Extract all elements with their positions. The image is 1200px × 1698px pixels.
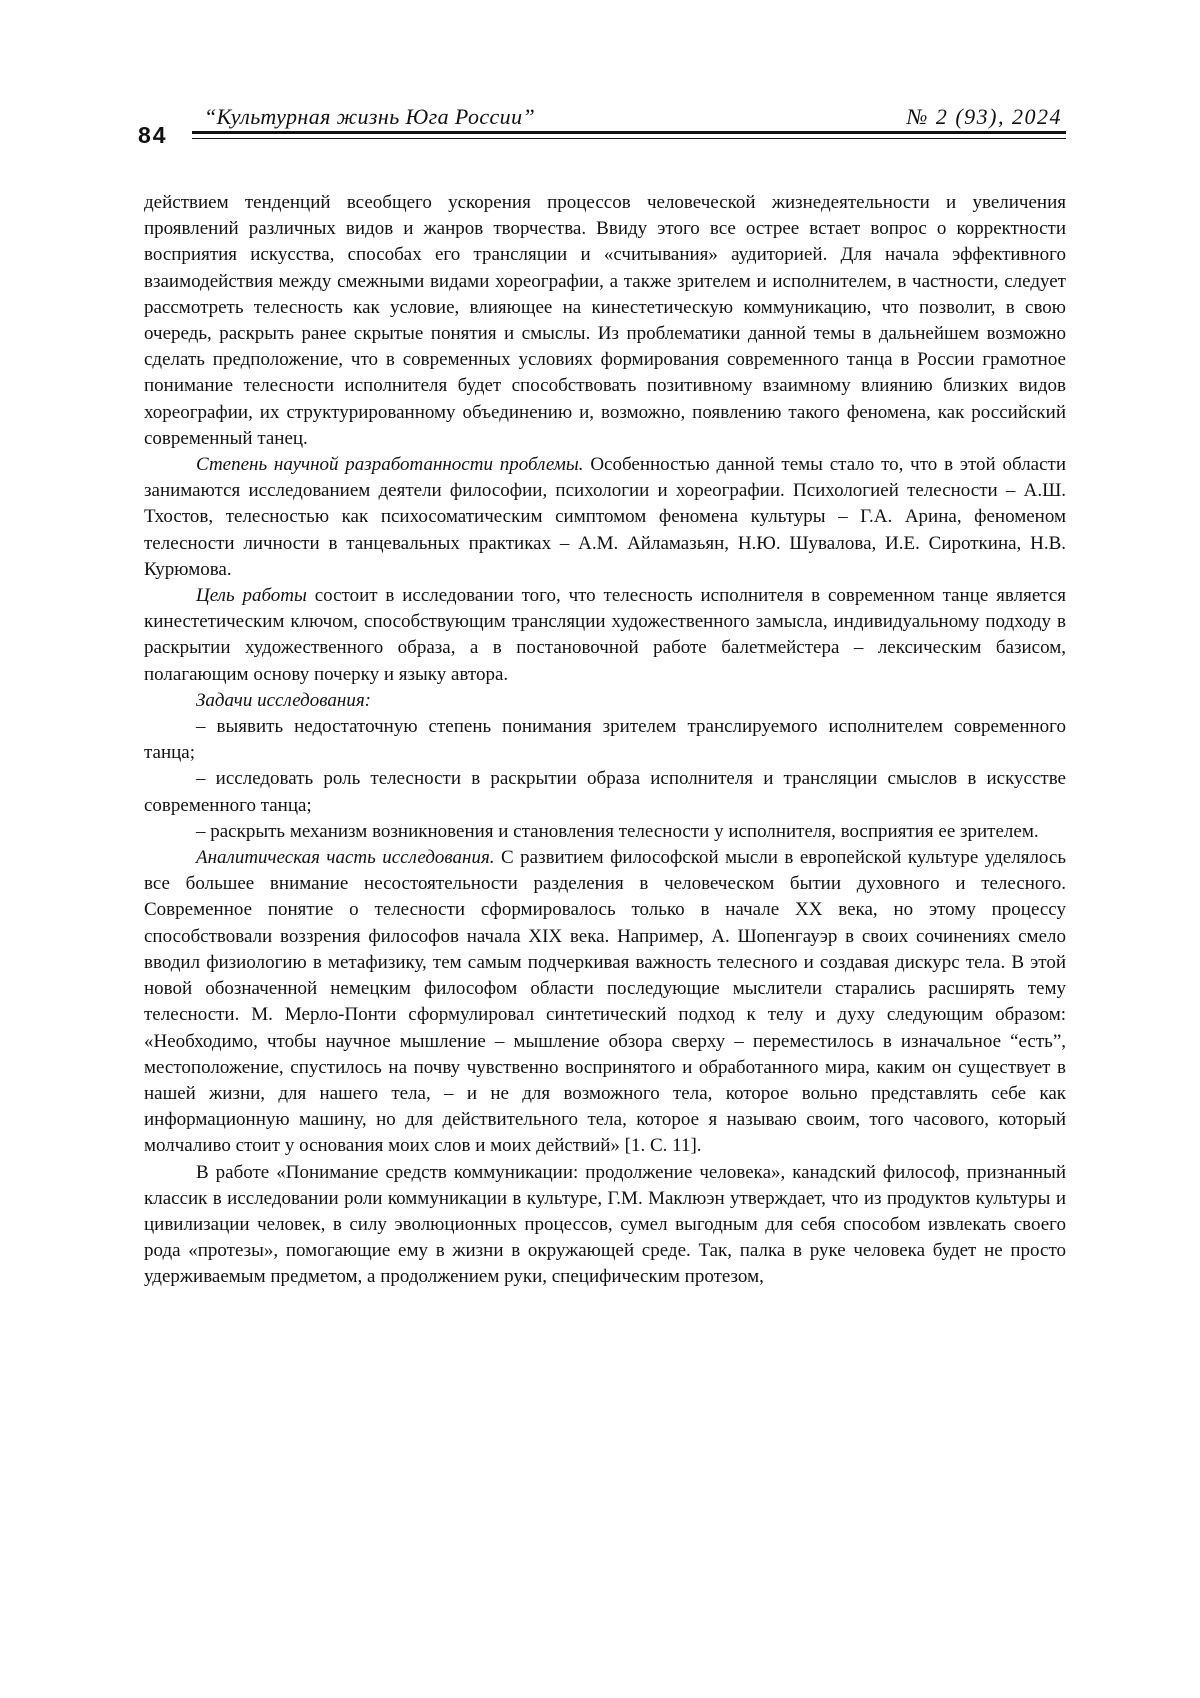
task-item-3: – раскрыть механизм возникновения и становления телесности у исполнителя, восприятия ее зрителем.	[144, 819, 1066, 845]
goal-body: состоит в исследовании того, что телесность исполнителя в современном танце является кинестетическим ключом, способствующим трансляции художественного замысла, индивидуальному подходу в раскрытии художественного образа, а в постановочной работе балетмейстера – лексическим базисом, полагающим основу почерку и языку автора.	[144, 585, 1066, 685]
paragraph-mcluhan: В работе «Понимание средств коммуникации: продолжение человека», канадский философ, признанный классик в исследовании роли коммуникации в культуре, Г.М. Маклюэн утверждает, что из продуктов культуры и цивилизации человек, в силу эволюционных процессов, сумел выгодным для себя способом извлекать своего рода «протезы», помогающие ему в жизни в окружающей среде. Так, палка в руке человека будет не просто удерживаемым предметом, а продолжением руки, специфическим протезом,	[144, 1160, 1066, 1291]
paragraph-goal	[144, 583, 1066, 688]
running-header	[138, 98, 1066, 148]
article-body	[144, 190, 1066, 1291]
paragraph-analysis	[144, 845, 1066, 1159]
issue-number: № 2 (93), 2024	[907, 104, 1062, 130]
analysis-body: С развитием философской мысли в европейской культуре уделялось все большее внимание несостоятельности разделения в человеческом бытии духовного и телесного. Современное понятие о телесности сформировалось только в начале XX века, но этому процессу способствовали воззрения философов начала XIX века. Например, А. Шопенгауэр в своих сочинениях смело вводил физиологию в метафизику, тем самым подчеркивая важность телесного и создавая дискурс тела. В этой новой обозначенной немецким философом области последующие мыслители старались расширять тему телесности. М. Мерло-Понти сформулировал синтетический подход к телу и духу следующим образом: «Необходимо, чтобы научное мышление – мышление обзора сверху – переместилось в изначальное “есть”, местоположение, спустилось на почву чувственно воспринятого и обработанного мира, каким он существует в нашей жизни, для нашего тела, – и не для возможного тела, которое вольно представлять себе как информационную машину, но для действительного тела, которое я называю своим, того часового, который молчаливо стоит у основания моих слов и моих действий» [1. С. 11].	[144, 847, 1066, 1156]
header-rule-thick	[192, 131, 1066, 134]
tasks-heading: Задачи исследования:	[144, 688, 1066, 714]
paragraph-intro: действием тенденций всеобщего ускорения процессов человеческой жизнедеятельности и увеличения проявлений различных видов и жанров творчества. Ввиду этого все острее встает вопрос о корректности восприятия искусства, способах его трансляции и «считывания» аудиторией. Для начала эффективного взаимодействия между смежными видами хореографии, а также зрителем и исполнителем, в частности, следует рассмотреть телесность как условие, влияющее на кинестетическую коммуникацию, что позволит, в свою очередь, раскрыть ранее скрытые понятия и смыслы. Из проблематики данной темы в дальнейшем возможно сделать предположение, что в современных условиях формирования современного танца в России грамотное понимание телесности исполнителя будет способствовать позитивному взаимному влиянию близких видов хореографии, их структурированному объединению и, возможно, появлению такого феномена, как российский современный танец.	[144, 190, 1066, 452]
task-item-1: – выявить недостаточную степень понимания зрителем транслируемого исполнителем современного танца;	[144, 714, 1066, 766]
task-item-2: – исследовать роль телесности в раскрытии образа исполнителя и трансляции смыслов в искусстве современного танца;	[144, 766, 1066, 818]
header-rule-thin	[192, 138, 1066, 139]
journal-title: “Культурная жизнь Юга России”	[204, 104, 535, 130]
page-number: 84	[138, 122, 168, 149]
research-degree-lead: Степень научной разработанности проблемы.	[196, 454, 584, 475]
research-degree-body: Особенностью данной темы стало то, что в этой области занимаются исследованием деятели философии, психологии и хореографии. Психологией телесности – А.Ш. Тхостов, телесностью как психосоматическим симптомом феномена культуры – Г.А. Арина, феноменом телесности личности в танцевальных практиках – А.М. Айламазьян, Н.Ю. Шувалова, И.Е. Сироткина, Н.В. Курюмова.	[144, 454, 1066, 580]
analysis-lead: Аналитическая часть исследования.	[196, 847, 495, 868]
paragraph-research-degree	[144, 452, 1066, 583]
goal-lead: Цель работы	[196, 585, 307, 606]
